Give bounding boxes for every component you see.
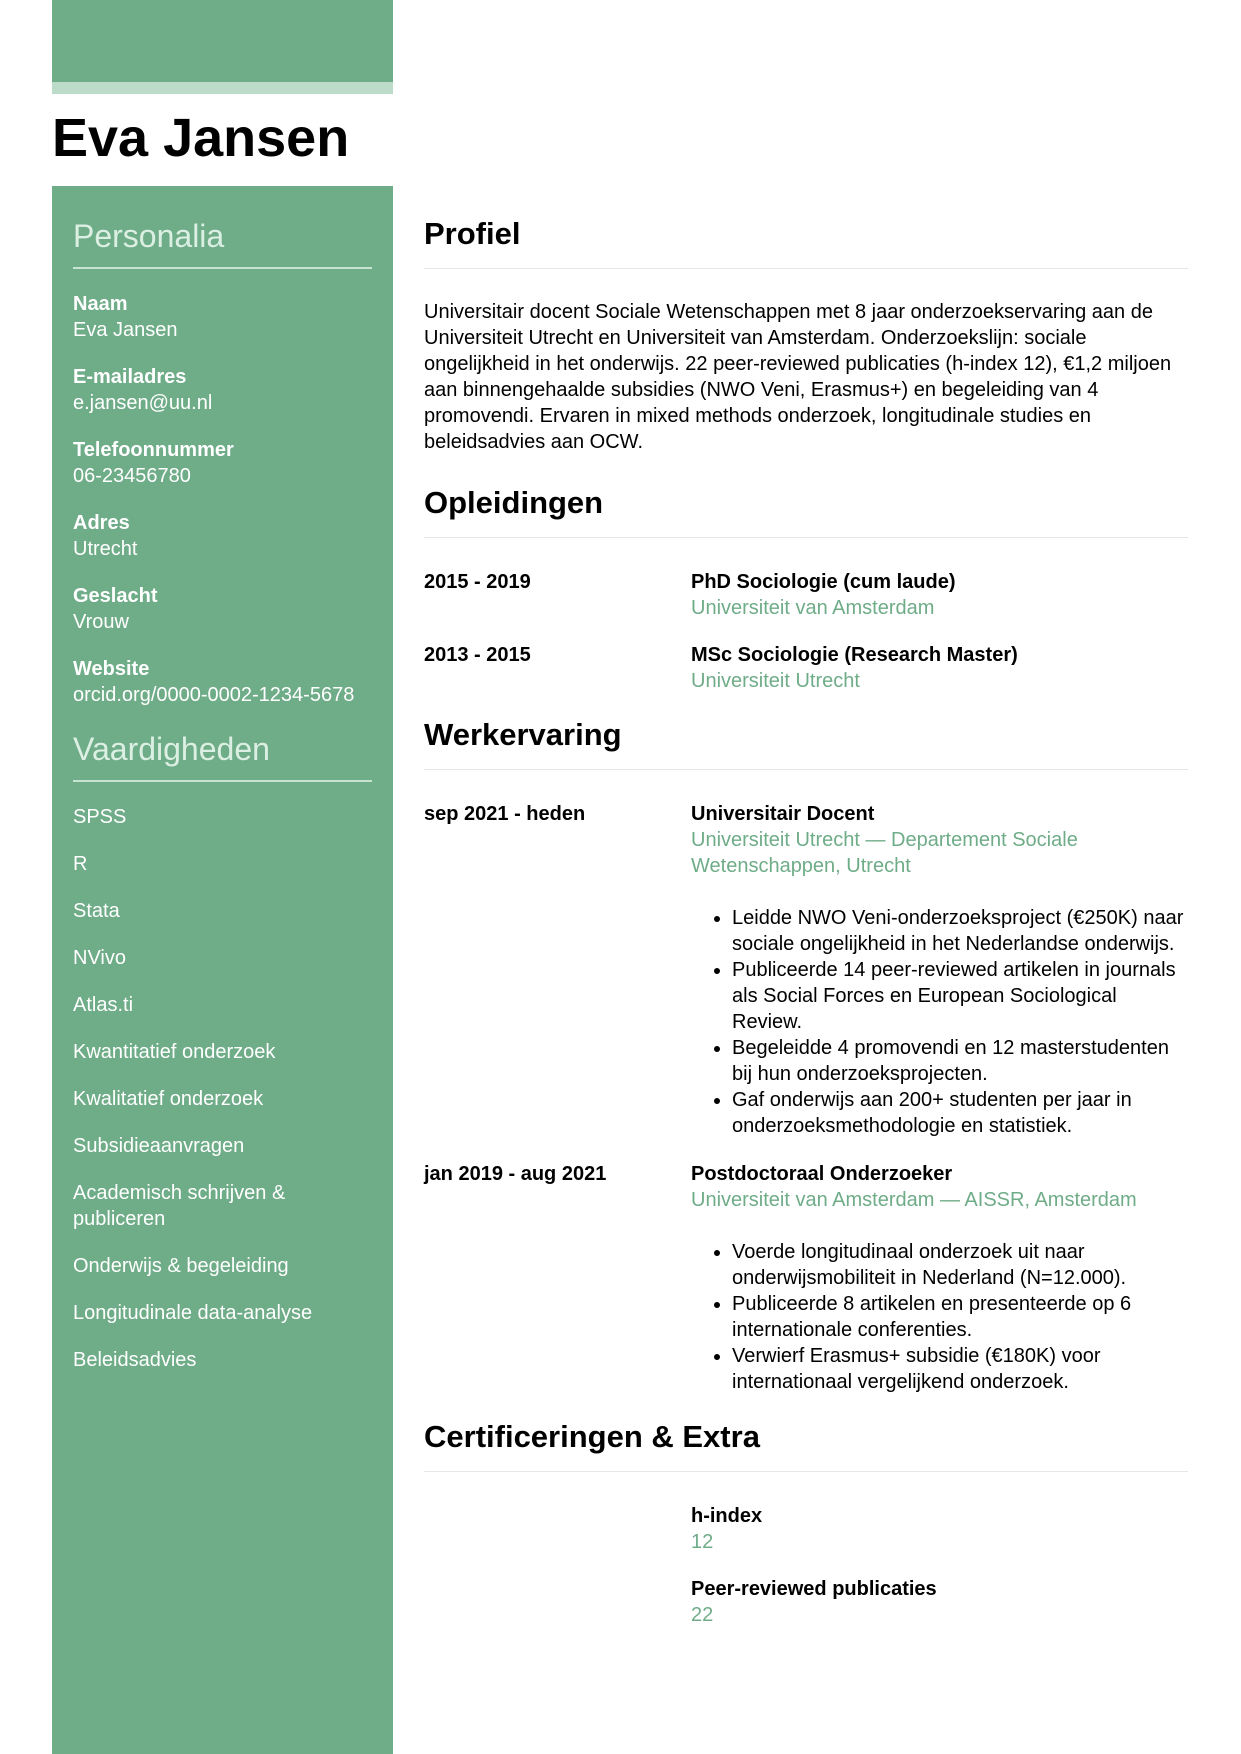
gender-value: Vrouw: [73, 611, 129, 633]
skill-item: Beleidsadvies: [73, 1349, 197, 1371]
personalia-item-gender: [73, 583, 372, 635]
phone-value: 06-23456780: [73, 465, 191, 487]
skill-item: Subsidieaanvragen: [73, 1135, 245, 1157]
extra-list: [424, 1503, 1188, 1628]
personalia-label: Website: [73, 658, 150, 680]
achievement-item: • Publiceerde 8 artikelen en presenteerde op 6 internationale conferenties.: [732, 1291, 1188, 1343]
entry-date-empty: [424, 1576, 691, 1628]
skill-item: Academisch schrijven & publiceren: [73, 1182, 286, 1230]
skill-item: Kwalitatief onderzoek: [73, 1088, 264, 1110]
education-heading: Opleidingen: [424, 483, 1188, 538]
entry-date: jan 2019 - aug 2021: [424, 1163, 607, 1185]
personalia-item-naam: [73, 291, 372, 343]
entry-organization: Universiteit Utrecht — Departement Sociale Wetenschappen, Utrecht: [691, 829, 1078, 877]
entry-date-empty: [424, 1503, 691, 1555]
skill-item: Onderwijs & begeleiding: [73, 1255, 289, 1277]
email-link[interactable]: e.jansen@uu.nl: [73, 392, 213, 414]
main-content: [424, 214, 1188, 1649]
profile-section: [424, 214, 1188, 455]
achievement-list: [691, 1239, 1188, 1395]
skill-item: Longitudinale data-analyse: [73, 1302, 313, 1324]
extra-entry: [424, 1503, 1188, 1555]
entry-value: 22: [691, 1604, 714, 1626]
work-list: [424, 801, 1188, 1395]
skill-item: NVivo: [73, 947, 126, 969]
personalia-label: E-mailadres: [73, 366, 187, 388]
work-entry: [424, 801, 1188, 1139]
sidebar: [73, 216, 372, 1394]
personalia-item-website: [73, 656, 372, 708]
achievement-item: • Leidde NWO Veni-onderzoeksproject (€250K) naar sociale ongelijkheid in het Nederlandse onderwijs.: [732, 905, 1188, 957]
profile-text: Universitair docent Sociale Wetenschappen met 8 jaar onderzoekservaring aan de Universiteit Utrecht en Universiteit van Amsterdam. Onderzoekslijn: sociale ongelijkheid in het onderwijs. 22 peer-reviewed publicaties (h-index 12), €1,2 miljoen aan binnengehaalde subsidies (NWO Veni, Erasmus+) en begeleiding van 4 promovendi. Ervaren in mixed methods onderzoek, longitudinale studies en beleidsadvies aan OCW.: [424, 301, 1172, 453]
skill-item: R: [73, 853, 88, 875]
skill-item: Stata: [73, 900, 120, 922]
personalia-value: Eva Jansen: [73, 319, 178, 341]
education-list: [424, 569, 1188, 694]
profile-heading: Profiel: [424, 214, 1188, 269]
entry-organization: Universiteit Utrecht: [691, 670, 860, 692]
skills-heading: Vaardigheden: [73, 729, 372, 782]
skill-item: SPSS: [73, 806, 127, 828]
personalia-item-phone: [73, 437, 372, 489]
entry-date: 2013 - 2015: [424, 644, 531, 666]
work-section: [424, 715, 1188, 1395]
entry-title: Postdoctoraal Onderzoeker: [691, 1163, 953, 1185]
entry-title: Peer-reviewed publicaties: [691, 1578, 937, 1600]
work-entry: [424, 1161, 1188, 1395]
entry-title: h-index: [691, 1505, 763, 1527]
entry-value: 12: [691, 1531, 714, 1553]
skill-item: Atlas.ti: [73, 994, 134, 1016]
entry-date: sep 2021 - heden: [424, 803, 586, 825]
entry-title: Universitair Docent: [691, 803, 875, 825]
personalia-item-email: [73, 364, 372, 416]
entry-title: PhD Sociologie (cum laude): [691, 571, 956, 593]
website-link[interactable]: orcid.org/0000-0002-1234-5678: [73, 684, 355, 706]
extra-heading: Certificeringen & Extra: [424, 1417, 1188, 1472]
education-section: [424, 483, 1188, 694]
education-entry: [424, 642, 1188, 694]
personalia-label: Geslacht: [73, 585, 158, 607]
achievement-item: • Begeleidde 4 promovendi en 12 masterstudenten bij hun onderzoeksprojecten.: [732, 1035, 1188, 1087]
entry-organization: Universiteit van Amsterdam: [691, 597, 935, 619]
education-entry: [424, 569, 1188, 621]
candidate-name: Eva Jansen: [52, 108, 350, 168]
header-accent-stripe: [52, 82, 393, 94]
entry-title: MSc Sociologie (Research Master): [691, 644, 1018, 666]
extra-entry: [424, 1576, 1188, 1628]
entry-date: 2015 - 2019: [424, 571, 531, 593]
achievement-item: • Publiceerde 14 peer-reviewed artikelen in journals als Social Forces en European Sociological Review.: [732, 957, 1188, 1035]
achievement-item: • Verwierf Erasmus+ subsidie (€180K) voor internationaal vergelijkend onderzoek.: [732, 1343, 1188, 1395]
personalia-list: [73, 291, 372, 708]
achievement-item: • Gaf onderwijs aan 200+ studenten per jaar in onderzoeksmethodologie en statistiek.: [732, 1087, 1188, 1139]
personalia-label: Naam: [73, 293, 128, 315]
skill-item: Kwantitatief onderzoek: [73, 1041, 276, 1063]
achievement-item: • Voerde longitudinaal onderzoek uit naar onderwijsmobiliteit in Nederland (N=12.000).: [732, 1239, 1188, 1291]
entry-organization: Universiteit van Amsterdam — AISSR, Amsterdam: [691, 1189, 1137, 1211]
personalia-item-address: [73, 510, 372, 562]
skills-list: [73, 804, 372, 1373]
personalia-label: Adres: [73, 512, 130, 534]
achievement-list: [691, 905, 1188, 1139]
work-heading: Werkervaring: [424, 715, 1188, 770]
address-value: Utrecht: [73, 538, 138, 560]
personalia-label: Telefoonnummer: [73, 439, 234, 461]
extra-section: [424, 1417, 1188, 1628]
personalia-heading: Personalia: [73, 216, 372, 269]
